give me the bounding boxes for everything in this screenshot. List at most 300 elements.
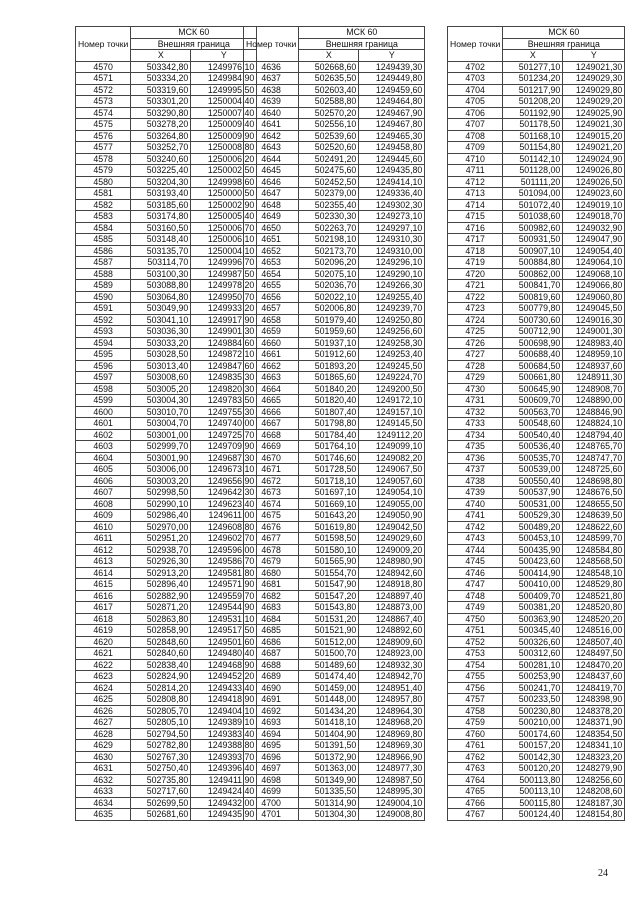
y-coordinate-cell: 1248520,80 [563, 602, 625, 614]
y-coordinate-cell: 1248873,00 [359, 602, 425, 614]
point-number-cell: 4699 [244, 786, 299, 798]
point-number-cell: 4659 [244, 326, 299, 338]
x-coordinate-cell: 500712,90 [503, 326, 563, 338]
point-number-cell: 4696 [244, 751, 299, 763]
x-coordinate-cell: 502198,10 [299, 234, 359, 246]
point-number-cell: 4647 [244, 188, 299, 200]
y-coordinate-cell: 1250009,90 [191, 130, 257, 142]
point-number-cell: 4701 [244, 809, 299, 821]
x-coordinate-cell: 503334,20 [131, 73, 191, 85]
x-coordinate-cell: 503064,80 [131, 291, 191, 303]
table-row [244, 487, 425, 499]
x-coordinate-cell: 502173,70 [299, 245, 359, 257]
x-coordinate-cell: 502075,10 [299, 268, 359, 280]
x-coordinate-cell: 500345,40 [503, 625, 563, 637]
point-number-cell: 4680 [244, 567, 299, 579]
point-number-cell: 4614 [76, 567, 131, 579]
point-number-cell: 4667 [244, 418, 299, 430]
table-row [448, 659, 625, 671]
point-number-cell: 4684 [244, 613, 299, 625]
table-row [448, 303, 625, 315]
y-coordinate-cell: 1248923,00 [359, 648, 425, 660]
y-coordinate-cell: 1249424,40 [191, 786, 257, 798]
point-number-cell: 4584 [76, 222, 131, 234]
table-row [76, 257, 257, 269]
point-number-cell: 4585 [76, 234, 131, 246]
x-coordinate-cell: 502814,20 [131, 682, 191, 694]
x-coordinate-cell: 503004,70 [131, 418, 191, 430]
table-row [244, 61, 425, 73]
y-coordinate-cell: 1249009,20 [359, 544, 425, 556]
y-coordinate-cell: 1248529,80 [563, 579, 625, 591]
y-coordinate-cell: 1249273,10 [359, 211, 425, 223]
table-row [448, 717, 625, 729]
point-number-cell: 4612 [76, 544, 131, 556]
table-row [76, 636, 257, 648]
point-number-cell: 4683 [244, 602, 299, 614]
y-coordinate-cell: 1248995,30 [359, 786, 425, 798]
table-row [244, 717, 425, 729]
y-coordinate-cell: 1248846,90 [563, 406, 625, 418]
point-number-cell: 4704 [448, 84, 503, 96]
y-coordinate-cell: 1250007,40 [191, 107, 257, 119]
point-number-cell: 4741 [448, 510, 503, 522]
table-row [448, 786, 625, 798]
point-number-cell: 4744 [448, 544, 503, 556]
table-row [244, 671, 425, 683]
y-coordinate-cell: 1249310,30 [359, 234, 425, 246]
y-coordinate-cell: 1249467,80 [359, 119, 425, 131]
table-row [244, 406, 425, 418]
x-coordinate-cell: 502824,90 [131, 671, 191, 683]
table-row [244, 360, 425, 372]
y-coordinate-cell: 1248378,20 [563, 705, 625, 717]
point-number-cell: 4611 [76, 533, 131, 545]
x-coordinate-cell: 501979,40 [299, 314, 359, 326]
y-coordinate-cell: 1248977,30 [359, 763, 425, 775]
x-coordinate-cell: 503264,80 [131, 130, 191, 142]
table-row [448, 763, 625, 775]
y-coordinate-cell: 1249082,20 [359, 452, 425, 464]
table-row [76, 579, 257, 591]
table-row [76, 395, 257, 407]
x-coordinate-cell: 502735,80 [131, 774, 191, 786]
x-coordinate-cell: 501459,00 [299, 682, 359, 694]
y-coordinate-cell: 1249465,30 [359, 130, 425, 142]
y-coordinate-cell: 1249596,00 [191, 544, 257, 556]
x-coordinate-cell: 501418,10 [299, 717, 359, 729]
table-row [76, 291, 257, 303]
y-coordinate-cell: 1249411,90 [191, 774, 257, 786]
point-number-cell: 4766 [448, 797, 503, 809]
y-coordinate-cell: 1248548,10 [563, 567, 625, 579]
table-row [448, 188, 625, 200]
point-number-cell: 4578 [76, 153, 131, 165]
point-number-cell: 4672 [244, 475, 299, 487]
table-row [244, 119, 425, 131]
y-coordinate-cell: 1248599,70 [563, 533, 625, 545]
x-coordinate-cell: 501764,10 [299, 441, 359, 453]
x-coordinate-cell: 503033,20 [131, 337, 191, 349]
coord-system-header: МСК 60 [503, 27, 625, 39]
point-number-cell: 4703 [448, 73, 503, 85]
x-coordinate-cell: 501142,10 [503, 153, 563, 165]
table-row [76, 245, 257, 257]
x-coordinate-cell: 502379,00 [299, 188, 359, 200]
y-coordinate-cell: 1249740,00 [191, 418, 257, 430]
y-coordinate-cell: 1250004,10 [191, 245, 257, 257]
y-coordinate-cell: 1249054,10 [359, 487, 425, 499]
point-number-cell: 4628 [76, 728, 131, 740]
x-coordinate-cell: 500931,50 [503, 234, 563, 246]
y-coordinate-cell: 1248437,60 [563, 671, 625, 683]
boundary-header: Внешняя граница [299, 38, 425, 50]
point-number-cell: 4593 [76, 326, 131, 338]
y-coordinate-cell: 1250002,90 [191, 199, 257, 211]
y-coordinate-cell: 1249015,20 [563, 130, 625, 142]
y-coordinate-cell: 1248890,00 [563, 395, 625, 407]
x-coordinate-cell: 502491,20 [299, 153, 359, 165]
point-number-cell: 4689 [244, 671, 299, 683]
x-coordinate-cell: 500233,50 [503, 694, 563, 706]
x-coordinate-cell: 500414,90 [503, 567, 563, 579]
x-coordinate-cell: 502603,40 [299, 84, 359, 96]
y-coordinate-cell: 1248909,60 [359, 636, 425, 648]
point-number-cell: 4718 [448, 245, 503, 257]
table-row [448, 682, 625, 694]
x-coordinate-cell: 503003,20 [131, 475, 191, 487]
x-coordinate-cell: 500210,00 [503, 717, 563, 729]
x-coordinate-cell: 501192,90 [503, 107, 563, 119]
y-coordinate-cell: 1248323,20 [563, 751, 625, 763]
y-coordinate-cell: 1248676,50 [563, 487, 625, 499]
point-number-cell: 4663 [244, 372, 299, 384]
x-coordinate-cell: 502808,80 [131, 694, 191, 706]
y-coordinate-cell: 1248969,30 [359, 740, 425, 752]
coordinate-table-2 [243, 26, 425, 821]
table-row [76, 602, 257, 614]
x-coordinate-cell: 502863,80 [131, 613, 191, 625]
point-number-cell: 4576 [76, 130, 131, 142]
point-number-cell: 4694 [244, 728, 299, 740]
y-coordinate-cell: 1249021,20 [563, 142, 625, 154]
point-number-cell: 4654 [244, 268, 299, 280]
point-number-cell: 4729 [448, 372, 503, 384]
point-number-cell: 4705 [448, 96, 503, 108]
x-coordinate-cell: 500563,70 [503, 406, 563, 418]
x-header: X [131, 50, 191, 62]
y-coordinate-cell: 1249602,70 [191, 533, 257, 545]
point-number-cell: 4603 [76, 441, 131, 453]
y-coordinate-cell: 1249200,50 [359, 383, 425, 395]
point-number-cell: 4742 [448, 521, 503, 533]
y-coordinate-cell: 1248937,60 [563, 360, 625, 372]
point-number-cell: 4714 [448, 199, 503, 211]
table-row [76, 648, 257, 660]
y-coordinate-cell: 1249835,30 [191, 372, 257, 384]
y-coordinate-cell: 1249459,60 [359, 84, 425, 96]
x-header: X [299, 50, 359, 62]
point-number-cell: 4646 [244, 176, 299, 188]
y-coordinate-cell: 1249435,80 [359, 165, 425, 177]
point-number-cell: 4623 [76, 671, 131, 683]
x-coordinate-cell: 503100,30 [131, 268, 191, 280]
y-coordinate-cell: 1249884,60 [191, 337, 257, 349]
y-coordinate-cell: 1249418,90 [191, 694, 257, 706]
x-coordinate-cell: 500409,70 [503, 590, 563, 602]
point-number-cell: 4652 [244, 245, 299, 257]
table-row [76, 84, 257, 96]
table-row [76, 176, 257, 188]
table-row [76, 107, 257, 119]
x-coordinate-cell: 501404,90 [299, 728, 359, 740]
table-row [448, 705, 625, 717]
table-row [76, 556, 257, 568]
x-coordinate-cell: 500550,40 [503, 475, 563, 487]
y-coordinate-cell: 1249145,50 [359, 418, 425, 430]
point-number-header: Номер точки [76, 27, 131, 62]
table-row [244, 809, 425, 821]
point-number-cell: 4583 [76, 211, 131, 223]
y-header: Y [191, 50, 257, 62]
table-row [448, 464, 625, 476]
y-coordinate-cell: 1248932,30 [359, 659, 425, 671]
point-number-cell: 4621 [76, 648, 131, 660]
y-coordinate-cell: 1249995,50 [191, 84, 257, 96]
table-row [448, 360, 625, 372]
x-coordinate-cell: 501314,90 [299, 797, 359, 809]
y-coordinate-cell: 1249531,10 [191, 613, 257, 625]
page-number: 24 [598, 868, 608, 879]
point-number-cell: 4724 [448, 314, 503, 326]
y-coordinate-cell: 1248969,80 [359, 728, 425, 740]
x-coordinate-cell: 501543,80 [299, 602, 359, 614]
point-number-cell: 4677 [244, 533, 299, 545]
table-row [244, 498, 425, 510]
table-row [244, 429, 425, 441]
x-coordinate-cell: 500730,60 [503, 314, 563, 326]
y-coordinate-cell: 1249026,50 [563, 176, 625, 188]
table-row [244, 73, 425, 85]
y-coordinate-cell: 1249432,00 [191, 797, 257, 809]
x-coordinate-cell: 500142,30 [503, 751, 563, 763]
x-coordinate-cell: 501434,20 [299, 705, 359, 717]
y-coordinate-cell: 1249023,60 [563, 188, 625, 200]
y-coordinate-cell: 1248655,50 [563, 498, 625, 510]
table-row [448, 349, 625, 361]
y-coordinate-cell: 1249559,70 [191, 590, 257, 602]
y-coordinate-cell: 1249026,80 [563, 165, 625, 177]
point-number-cell: 4731 [448, 395, 503, 407]
table-row [448, 84, 625, 96]
y-coordinate-cell: 1249060,80 [563, 291, 625, 303]
y-coordinate-cell: 1249439,30 [359, 61, 425, 73]
x-coordinate-cell: 502006,80 [299, 303, 359, 315]
table-row [448, 280, 625, 292]
point-number-cell: 4719 [448, 257, 503, 269]
y-coordinate-cell: 1248256,60 [563, 774, 625, 786]
table-row [76, 234, 257, 246]
point-number-cell: 4736 [448, 452, 503, 464]
table-row [448, 567, 625, 579]
y-coordinate-cell: 1248957,80 [359, 694, 425, 706]
x-coordinate-cell: 500982,60 [503, 222, 563, 234]
point-number-cell: 4655 [244, 280, 299, 292]
point-number-cell: 4644 [244, 153, 299, 165]
point-number-cell: 4693 [244, 717, 299, 729]
y-coordinate-cell: 1249984,90 [191, 73, 257, 85]
y-coordinate-cell: 1248279,90 [563, 763, 625, 775]
y-coordinate-cell: 1249464,80 [359, 96, 425, 108]
table-row [76, 659, 257, 671]
table-row [244, 245, 425, 257]
y-coordinate-cell: 1249029,20 [563, 96, 625, 108]
point-number-cell: 4571 [76, 73, 131, 85]
table-row [244, 774, 425, 786]
y-coordinate-cell: 1249024,90 [563, 153, 625, 165]
table-row [244, 533, 425, 545]
table-row [448, 625, 625, 637]
table-row [76, 498, 257, 510]
table-row [448, 602, 625, 614]
table-row [76, 268, 257, 280]
point-number-cell: 4622 [76, 659, 131, 671]
x-coordinate-cell: 502998,50 [131, 487, 191, 499]
x-coordinate-cell: 501111,20 [503, 176, 563, 188]
x-coordinate-cell: 500435,90 [503, 544, 563, 556]
coordinate-table-1 [75, 26, 257, 821]
point-number-cell: 4756 [448, 682, 503, 694]
point-number-cell: 4692 [244, 705, 299, 717]
point-number-cell: 4717 [448, 234, 503, 246]
point-number-cell: 4728 [448, 360, 503, 372]
y-coordinate-cell: 1248911,30 [563, 372, 625, 384]
x-coordinate-cell: 501038,60 [503, 211, 563, 223]
point-number-cell: 4595 [76, 349, 131, 361]
table-row [244, 567, 425, 579]
table-row [244, 199, 425, 211]
point-number-cell: 4670 [244, 452, 299, 464]
point-number-cell: 4575 [76, 119, 131, 131]
point-number-cell: 4691 [244, 694, 299, 706]
boundary-header: Внешняя граница [131, 38, 257, 50]
y-coordinate-cell: 1249458,80 [359, 142, 425, 154]
y-coordinate-cell: 1249901,30 [191, 326, 257, 338]
table-row [76, 142, 257, 154]
y-coordinate-cell: 1249872,10 [191, 349, 257, 361]
x-coordinate-cell: 500539,00 [503, 464, 563, 476]
point-number-cell: 4734 [448, 429, 503, 441]
table-row [448, 510, 625, 522]
table-row [448, 797, 625, 809]
point-number-cell: 4716 [448, 222, 503, 234]
table-row [244, 372, 425, 384]
table-row [448, 429, 625, 441]
point-number-cell: 4682 [244, 590, 299, 602]
table-row [76, 740, 257, 752]
x-coordinate-cell: 503036,30 [131, 326, 191, 338]
x-coordinate-cell: 500661,80 [503, 372, 563, 384]
table-row [244, 763, 425, 775]
x-coordinate-cell: 501547,90 [299, 579, 359, 591]
y-coordinate-cell: 1249047,90 [563, 234, 625, 246]
point-number-cell: 4726 [448, 337, 503, 349]
table-row [244, 475, 425, 487]
point-number-cell: 4690 [244, 682, 299, 694]
point-number-cell: 4577 [76, 142, 131, 154]
table-row [244, 659, 425, 671]
table-row [448, 61, 625, 73]
y-coordinate-cell: 1248794,40 [563, 429, 625, 441]
table-row [448, 107, 625, 119]
point-number-cell: 4635 [76, 809, 131, 821]
y-coordinate-cell: 1248942,60 [359, 567, 425, 579]
coordinate-table-3 [447, 26, 625, 821]
table-row [448, 119, 625, 131]
x-coordinate-cell: 502022,10 [299, 291, 359, 303]
table-row [244, 222, 425, 234]
x-coordinate-cell: 503088,80 [131, 280, 191, 292]
x-coordinate-cell: 502036,70 [299, 280, 359, 292]
y-coordinate-cell: 1249396,40 [191, 763, 257, 775]
y-coordinate-cell: 1249389,10 [191, 717, 257, 729]
y-coordinate-cell: 1249021,30 [563, 119, 625, 131]
x-coordinate-cell: 500312,60 [503, 648, 563, 660]
y-coordinate-cell: 1249581,80 [191, 567, 257, 579]
x-coordinate-cell: 500489,20 [503, 521, 563, 533]
x-coordinate-cell: 501178,50 [503, 119, 563, 131]
y-coordinate-cell: 1249021,30 [563, 61, 625, 73]
x-coordinate-cell: 503225,40 [131, 165, 191, 177]
table-row [448, 498, 625, 510]
table-row [244, 786, 425, 798]
x-coordinate-cell: 502986,40 [131, 510, 191, 522]
x-coordinate-cell: 501072,40 [503, 199, 563, 211]
y-coordinate-cell: 1249055,00 [359, 498, 425, 510]
point-number-cell: 4650 [244, 222, 299, 234]
table-row [244, 694, 425, 706]
point-number-cell: 4751 [448, 625, 503, 637]
x-coordinate-cell: 501697,10 [299, 487, 359, 499]
point-number-cell: 4746 [448, 567, 503, 579]
point-number-cell: 4598 [76, 383, 131, 395]
table-row [76, 61, 257, 73]
point-number-cell: 4586 [76, 245, 131, 257]
x-coordinate-cell: 500841,70 [503, 280, 563, 292]
x-coordinate-cell: 503342,80 [131, 61, 191, 73]
point-number-cell: 4755 [448, 671, 503, 683]
x-coordinate-cell: 500120,20 [503, 763, 563, 775]
point-number-cell: 4759 [448, 717, 503, 729]
y-coordinate-cell: 1249042,50 [359, 521, 425, 533]
x-coordinate-cell: 500548,60 [503, 418, 563, 430]
table-row [448, 694, 625, 706]
y-coordinate-cell: 1249066,80 [563, 280, 625, 292]
table-row [448, 452, 625, 464]
x-coordinate-cell: 500410,00 [503, 579, 563, 591]
point-number-cell: 4587 [76, 257, 131, 269]
point-number-cell: 4737 [448, 464, 503, 476]
point-number-cell: 4596 [76, 360, 131, 372]
x-coordinate-cell: 501643,20 [299, 510, 359, 522]
point-number-cell: 4753 [448, 648, 503, 660]
y-coordinate-cell: 1248208,60 [563, 786, 625, 798]
y-coordinate-cell: 1249467,90 [359, 107, 425, 119]
table-row [76, 280, 257, 292]
x-coordinate-cell: 501349,90 [299, 774, 359, 786]
table-row [448, 671, 625, 683]
y-coordinate-cell: 1248964,30 [359, 705, 425, 717]
